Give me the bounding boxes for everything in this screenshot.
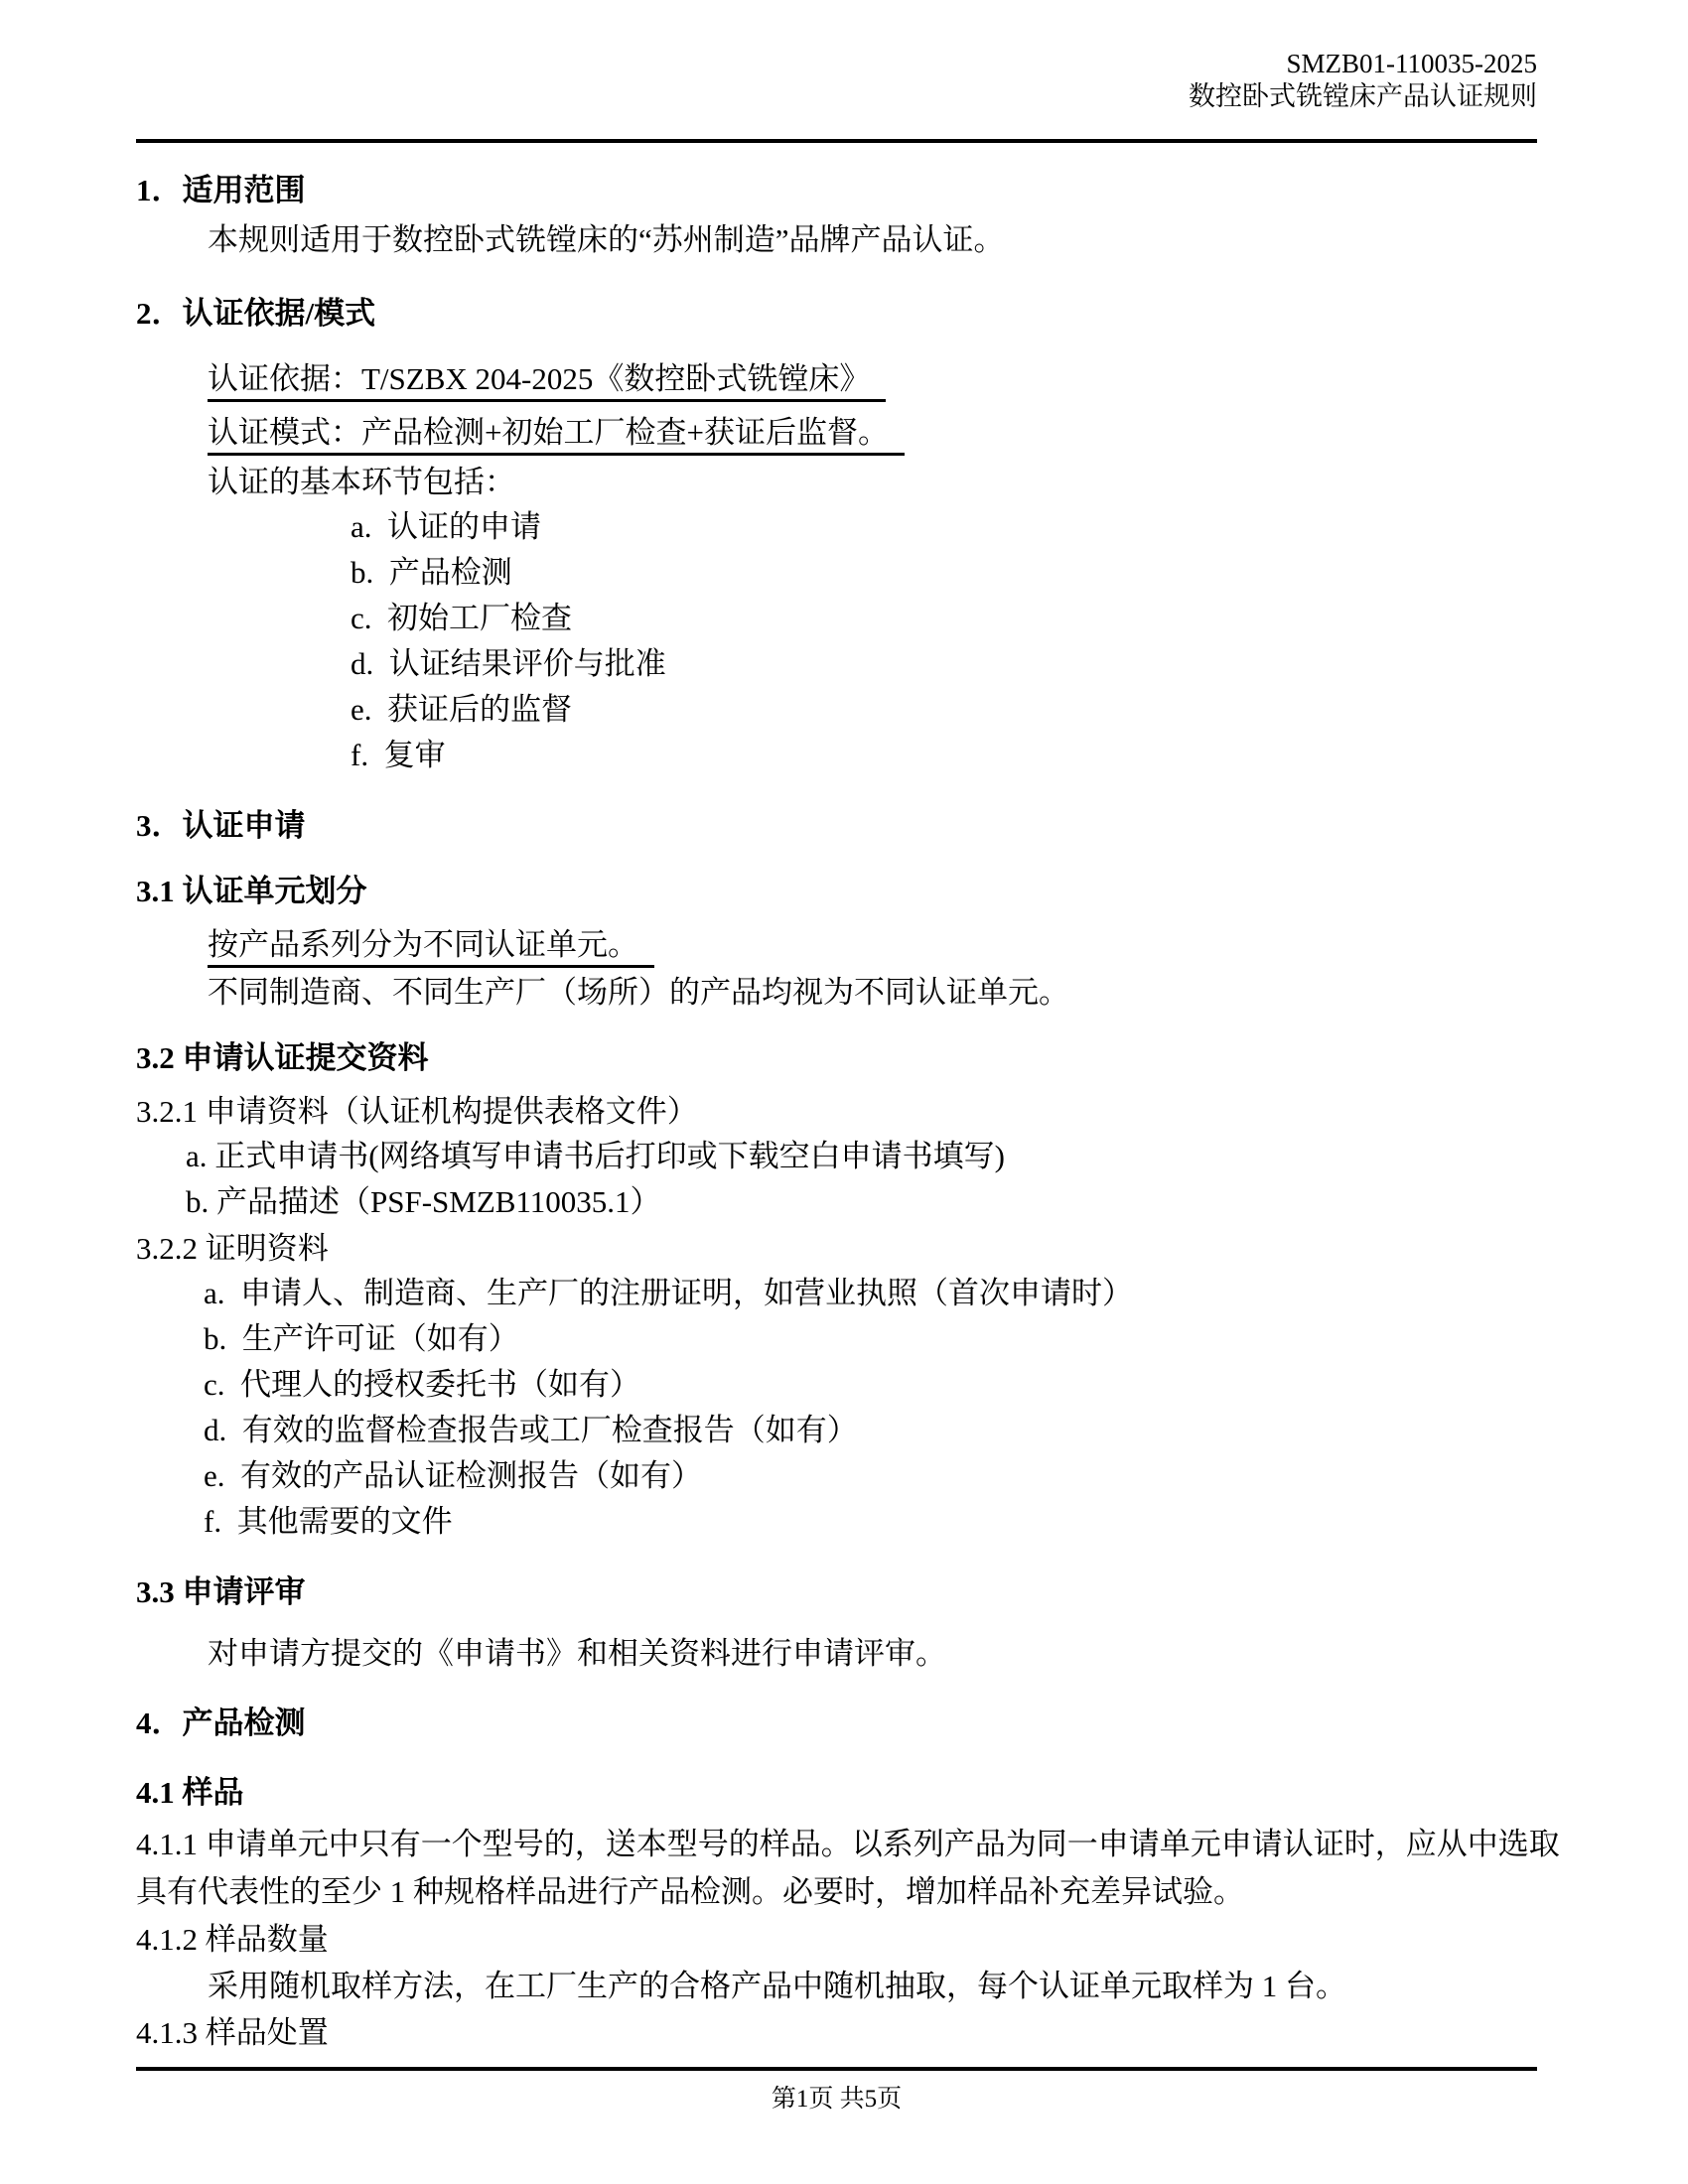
sample-quantity-body: 采用随机取样方法，在工厂生产的合格产品中随机抽取，每个认证单元取样为 1 台。 <box>208 1969 1346 2003</box>
list-item: d. 有效的监督检查报告或工厂检查报告（如有） <box>204 1413 858 1447</box>
section-3-2-2-heading: 3.2.2 证明资料 <box>136 1231 329 1266</box>
page-number: 第1页 共5页 <box>771 2086 903 2113</box>
page-header <box>0 0 1688 113</box>
section-3-2-heading: 3.2 申请认证提交资料 <box>136 1040 429 1075</box>
list-item: e. 有效的产品认证检测报告（如有） <box>204 1458 703 1493</box>
certification-basis-text: 认证依据：T/SZBX 204-2025《数控卧式铣镗床》 <box>208 361 886 402</box>
doc-title: 数控卧式铣镗床产品认证规则 <box>1189 81 1537 111</box>
section-3-2-1-heading: 3.2.1 申请资料（认证机构提供表格文件） <box>136 1094 698 1129</box>
list-item: c. 代理人的授权委托书（如有） <box>204 1367 641 1402</box>
list-item: b. 产品检测 <box>351 555 512 590</box>
list-item: f. 其他需要的文件 <box>204 1504 453 1539</box>
proof-materials-list <box>136 1271 1589 1545</box>
list-item: c. 初始工厂检查 <box>351 601 573 635</box>
list-item: a. 正式申请书(网络填写申请书后打印或下载空白申请书填写) <box>186 1139 1005 1173</box>
unit-division-rule-text: 按产品系列分为不同认证单元。 <box>208 927 654 968</box>
section-3-heading: 3．认证申请 <box>136 808 306 843</box>
unit-division-rule <box>136 923 1589 967</box>
sample-selection-paragraph: 4.1.1 申请单元中只有一个型号的，送本型号的样品。以系列产品为同一申请单元申请认证时，应从中选取具有代表性的至少 1 种规格样品进行产品检测。必要时，增加样品补充差异试验。 <box>136 1827 1560 1909</box>
unit-division-note: 不同制造商、不同生产厂（场所）的产品均视为不同认证单元。 <box>208 975 1069 1010</box>
header-rule <box>136 139 1537 143</box>
certification-steps-list <box>136 504 1589 778</box>
list-item: b. 生产许可证（如有） <box>204 1321 519 1356</box>
steps-intro: 认证的基本环节包括： <box>208 465 515 499</box>
list-item: b. 产品描述（PSF-SMZB110035.1） <box>186 1184 661 1219</box>
section-3-3-heading: 3.3 申请评审 <box>136 1574 306 1609</box>
list-item: e. 获证后的监督 <box>351 692 573 727</box>
list-item: a. 申请人、制造商、生产厂的注册证明，如营业执照（首次申请时） <box>204 1276 1134 1310</box>
section-4-1-3-heading: 4.1.3 样品处置 <box>136 2015 329 2050</box>
section-1-heading: 1．适用范围 <box>136 173 306 207</box>
certification-basis <box>136 357 1589 401</box>
section-4-heading: 4．产品检测 <box>136 1706 306 1740</box>
certification-mode <box>136 411 1589 455</box>
certification-mode-text: 认证模式：产品检测+初始工厂检查+获证后监督。 <box>208 415 905 456</box>
list-item: a. 认证的申请 <box>351 509 542 544</box>
section-4-1-2-heading: 4.1.2 样品数量 <box>136 1922 329 1957</box>
section-1-body: 本规则适用于数控卧式铣镗床的“苏州制造”品牌产品认证。 <box>208 222 1005 257</box>
list-item: f. 复审 <box>351 738 446 772</box>
section-3-1-heading: 3.1 认证单元划分 <box>136 874 367 908</box>
page-footer <box>136 2067 1537 2115</box>
list-item: d. 认证结果评价与批准 <box>351 646 666 681</box>
doc-number: SMZB01-110035-2025 <box>1286 49 1537 78</box>
application-review-body: 对申请方提交的《申请书》和相关资料进行申请评审。 <box>208 1636 946 1671</box>
section-2-heading: 2．认证依据/模式 <box>136 296 376 331</box>
section-4-1-heading: 4.1 样品 <box>136 1775 244 1810</box>
application-materials-list <box>136 1134 1589 1225</box>
document-body <box>0 169 1688 2055</box>
